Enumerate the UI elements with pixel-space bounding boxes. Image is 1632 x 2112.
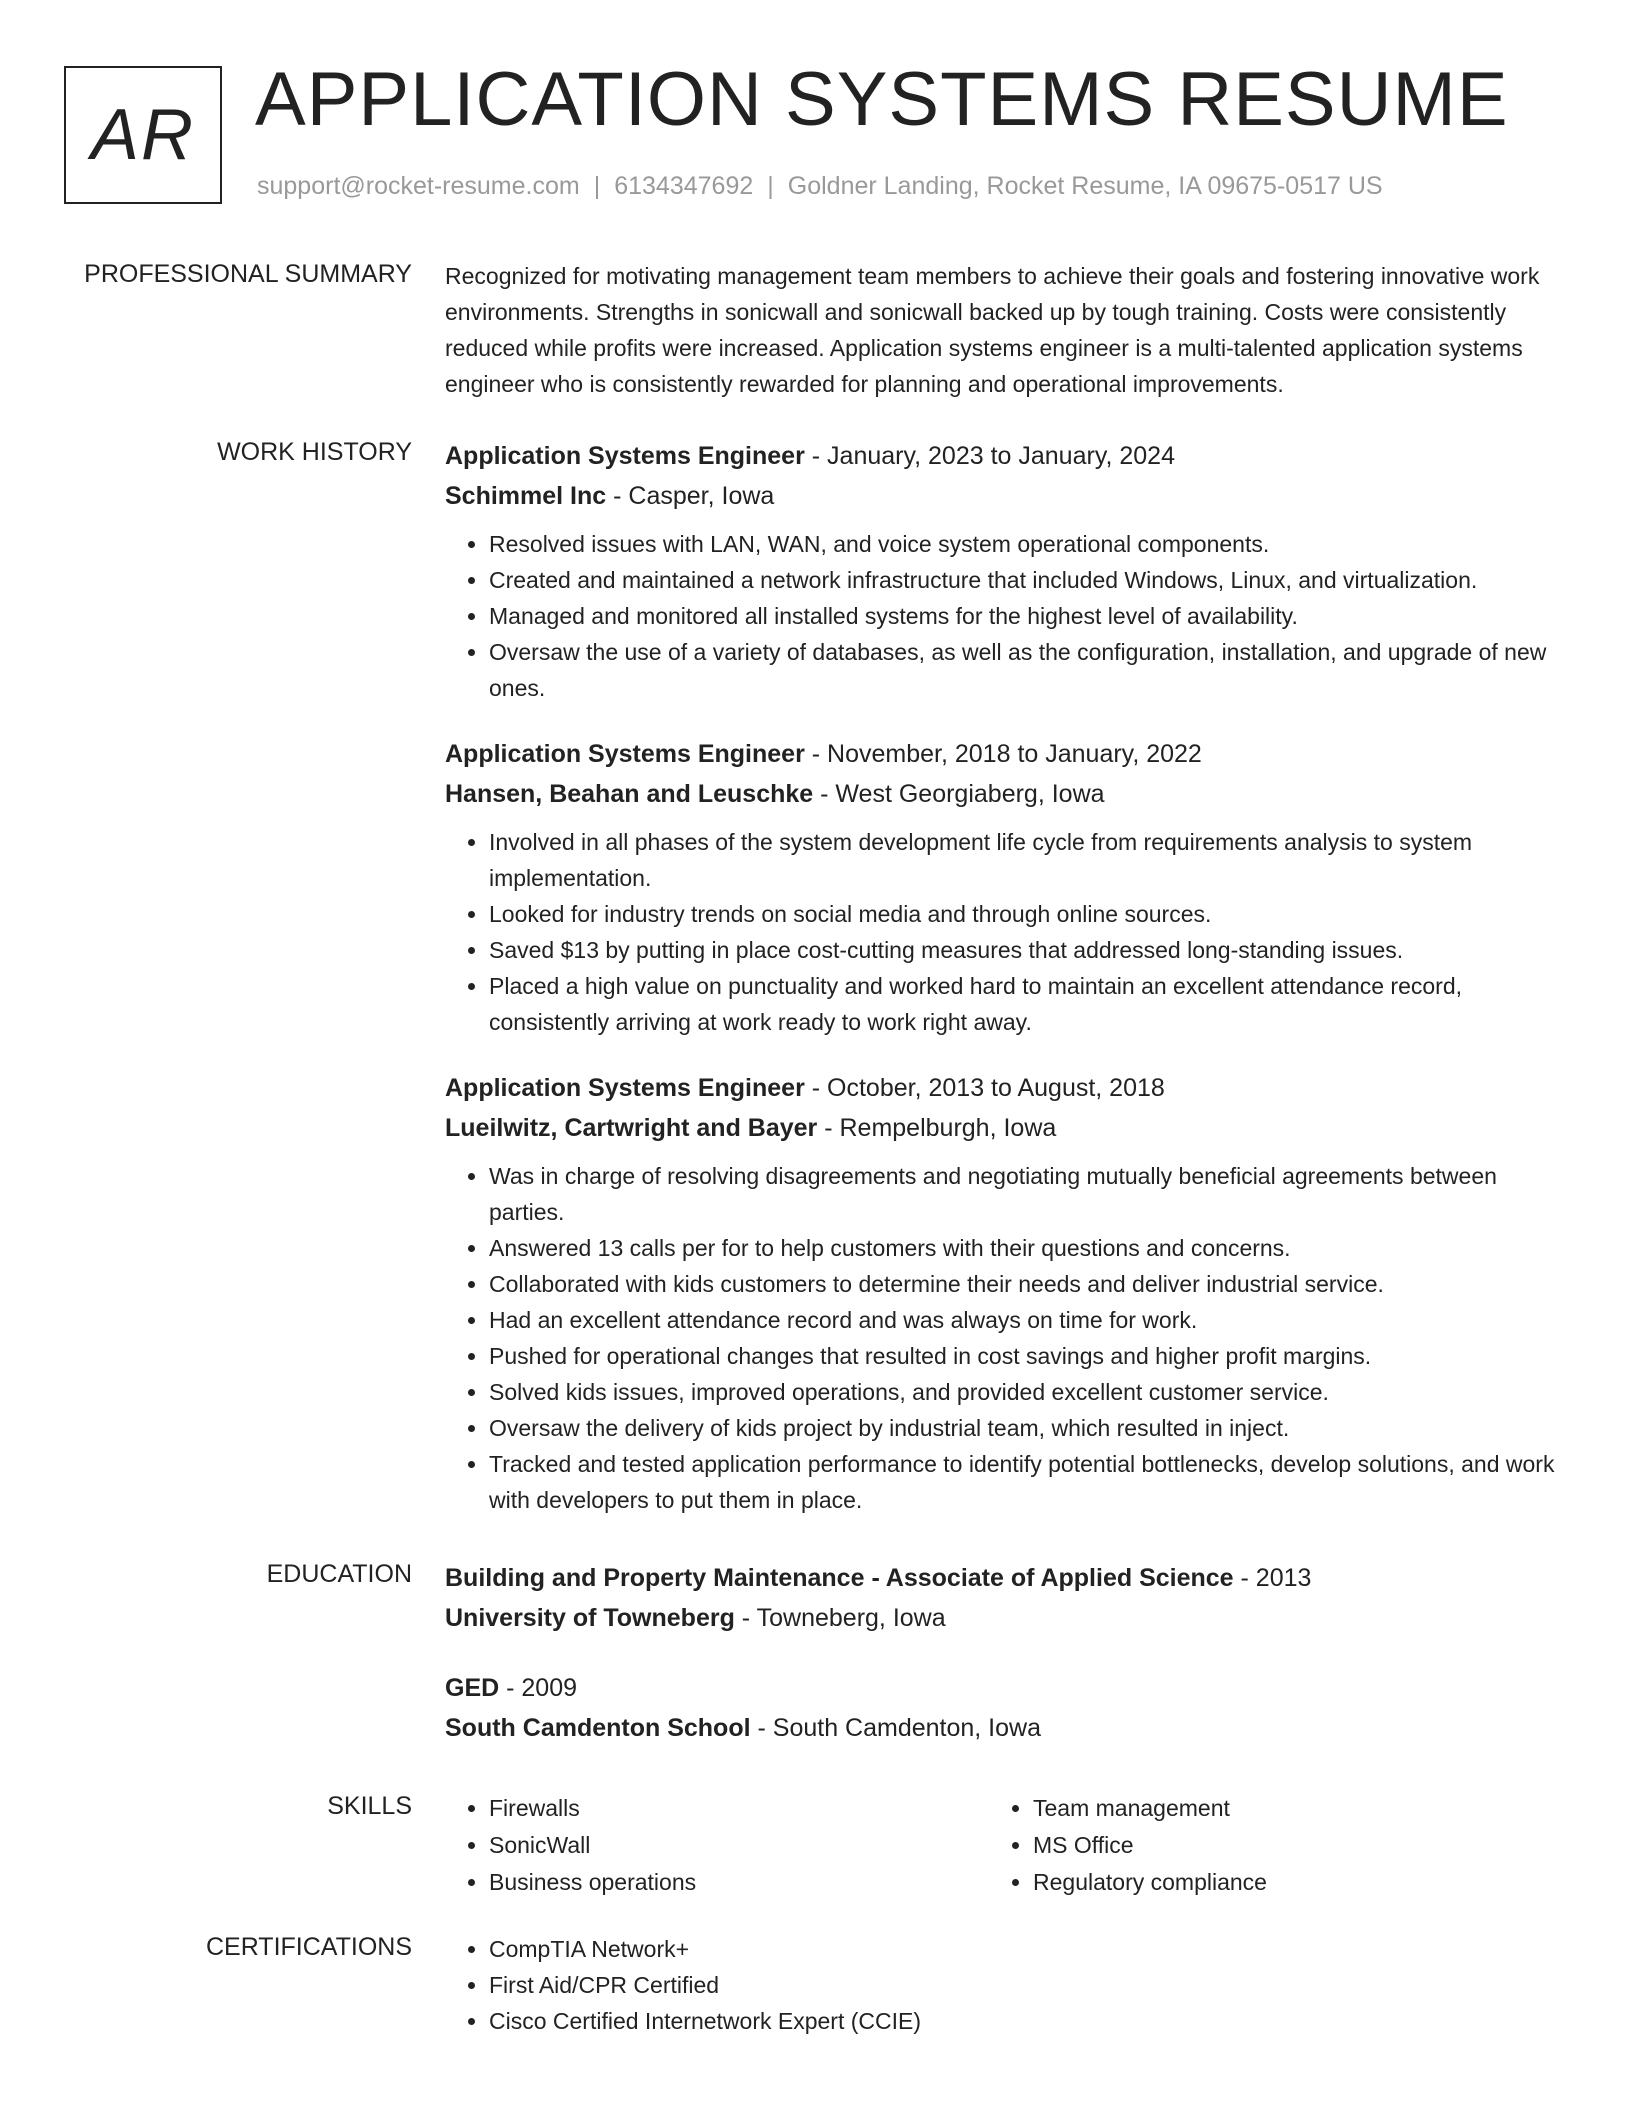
education-school: University of Towneberg [445,1604,735,1632]
skill-item: • MS Office [1033,1827,1533,1864]
skill-item: • Business operations [489,1864,989,1901]
education-year: - 2009 [499,1674,578,1702]
job-entry [445,734,1555,1040]
section-certifications [0,1931,1632,2039]
job-location: - Rempelburgh, Iowa [817,1114,1057,1142]
job-bullet: • Looked for industry trends on social media and through online sources. [489,896,1555,932]
section-label: CERTIFICATIONS [205,1933,412,1961]
job-bullet: • Created and maintained a network infrastructure that included Windows, Linux, and virtualization. [489,562,1555,598]
job-bullet: • Involved in all phases of the system development life cycle from requirements analysis to system implementation. [489,824,1555,896]
education-entry [445,1558,1555,1638]
education-school: South Camdenton School [445,1714,751,1742]
job-bullet: • Had an excellent attendance record and was always on time for work. [489,1302,1555,1338]
education-school-line [445,1708,1555,1748]
job-bullets [445,824,1555,1040]
job-company: Lueilwitz, Cartwright and Bayer [445,1114,818,1142]
section-label: WORK HISTORY [217,438,412,466]
resume-content [0,258,1632,2039]
skill-item: • Firewalls [489,1790,989,1827]
education-degree-line [445,1558,1555,1598]
job-bullet: • Was in charge of resolving disagreements and negotiating mutually beneficial agreements between parties. [489,1158,1555,1230]
job-bullet: • Resolved issues with LAN, WAN, and voice system operational components. [489,526,1555,562]
job-company: Hansen, Beahan and Leuschke [445,780,814,808]
education-year: - 2013 [1233,1564,1312,1592]
job-bullet: • Placed a high value on punctuality and worked hard to maintain an excellent attendance record, consistently arriving at work ready to work right away. [489,968,1555,1040]
job-entry [445,1068,1555,1518]
job-company-line [445,1108,1555,1148]
education-entry [445,1668,1555,1748]
section-label: EDUCATION [266,1560,412,1588]
contact-address: Goldner Landing, Rocket Resume, IA 09675-0517 US [787,172,1383,200]
contact-email: support@rocket-resume.com [257,172,580,200]
job-title-line [445,1068,1555,1108]
job-title: Application Systems Engineer [445,442,805,470]
section-skills [0,1790,1632,1901]
contact-line [257,172,1383,201]
certification-list [445,1931,1555,2039]
job-bullet: • Saved $13 by putting in place cost-cutting measures that addressed long-standing issues. [489,932,1555,968]
section-label: SKILLS [327,1792,412,1820]
job-bullet: • Oversaw the delivery of kids project by industrial team, which resulted in inject. [489,1410,1555,1446]
job-bullet: • Tracked and tested application performance to identify potential bottlenecks, develop solutions, and work with developers to put them in place. [489,1446,1555,1518]
job-title: Application Systems Engineer [445,1074,805,1102]
section-education [0,1558,1632,1778]
job-bullet: • Pushed for operational changes that resulted in cost savings and higher profit margins. [489,1338,1555,1374]
monogram-logo: AR [64,66,222,204]
contact-phone: 6134347692 [614,172,754,200]
summary-text: Recognized for motivating management team members to achieve their goals and fostering innovative work environments. Strengths in sonicwall and sonicwall backed up by tough training. Costs were consistently reduced while profits were increased. Application systems engineer is a multi-talented application systems engineer who is consistently rewarded for planning and operational improvements. [445,263,1540,397]
job-dates: - October, 2013 to August, 2018 [804,1074,1165,1102]
contact-separator: | [593,172,601,200]
job-bullet: • Answered 13 calls per for to help customers with their questions and concerns. [489,1230,1555,1266]
skill-item: • Regulatory compliance [1033,1864,1533,1901]
skills-column-right [989,1790,1533,1901]
education-location: - Towneberg, Iowa [734,1604,946,1632]
section-work-history [0,436,1632,1546]
job-title-line [445,436,1555,476]
resume-title: APPLICATION SYSTEMS RESUME [255,57,1509,142]
education-location: - South Camdenton, Iowa [750,1714,1041,1742]
section-professional-summary [0,258,1632,402]
certification-item: • First Aid/CPR Certified [489,1967,1555,2003]
resume-header [64,57,1568,214]
job-company-line [445,774,1555,814]
job-company: Schimmel Inc [445,482,607,510]
certification-item: • CompTIA Network+ [489,1931,1555,1967]
job-entry [445,436,1555,706]
certification-item: • Cisco Certified Internetwork Expert (CCIE) [489,2003,1555,2039]
skill-item: • SonicWall [489,1827,989,1864]
job-bullets [445,526,1555,706]
skills-grid [445,1790,1555,1901]
section-label: PROFESSIONAL SUMMARY [84,260,412,288]
job-company-line [445,476,1555,516]
job-title-line [445,734,1555,774]
job-location: - Casper, Iowa [606,482,775,510]
contact-separator: | [767,172,774,200]
job-bullets [445,1158,1555,1518]
job-bullet: • Collaborated with kids customers to determine their needs and deliver industrial service. [489,1266,1555,1302]
job-bullet: • Oversaw the use of a variety of databases, as well as the configuration, installation, and upgrade of new ones. [489,634,1555,706]
job-bullet: • Solved kids issues, improved operations, and provided excellent customer service. [489,1374,1555,1410]
skill-item: • Team management [1033,1790,1533,1827]
job-dates: - January, 2023 to January, 2024 [804,442,1175,470]
education-school-line [445,1598,1555,1638]
education-degree-line [445,1668,1555,1708]
job-title: Application Systems Engineer [445,740,805,768]
job-bullet: • Managed and monitored all installed systems for the highest level of availability. [489,598,1555,634]
job-dates: - November, 2018 to January, 2022 [804,740,1202,768]
skills-column-left [445,1790,989,1901]
education-degree: Building and Property Maintenance - Associate of Applied Science [445,1564,1234,1592]
education-degree: GED [445,1674,500,1702]
job-location: - West Georgiaberg, Iowa [813,780,1105,808]
